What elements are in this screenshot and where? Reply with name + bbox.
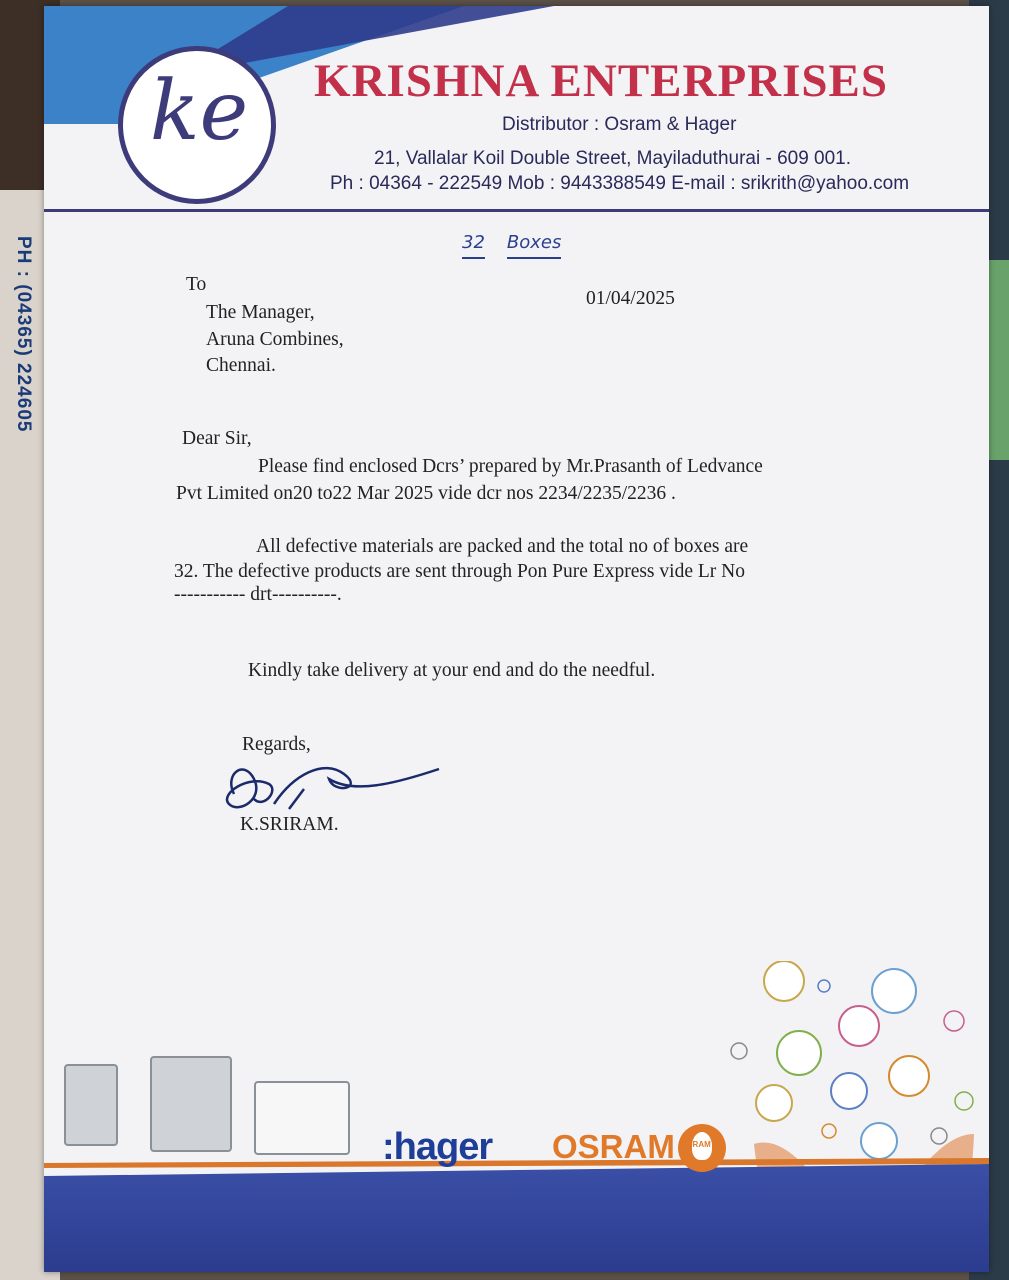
paragraph2-line: ----------- drt----------.: [174, 584, 342, 605]
paragraph1-line: Please find enclosed Dcrs’ prepared by Mr.Prasanth of Ledvance: [258, 456, 763, 477]
paragraph3: Kindly take delivery at your end and do the needful.: [248, 660, 656, 681]
distributor-line: Distributor : Osram & Hager: [502, 114, 737, 135]
closing: Regards,: [242, 734, 311, 755]
handwritten-box-count: [462, 232, 561, 253]
letter-sheet: [44, 6, 989, 1272]
salutation: Dear Sir,: [182, 428, 252, 449]
handwritten-word: Boxes: [507, 232, 561, 259]
handwritten-count: 32: [462, 232, 485, 259]
signatory-name: K.SRIRAM.: [240, 814, 339, 835]
side-card-phone: PH : (04365) 224605: [13, 236, 34, 433]
osram-badge-text: OSRAM: [681, 1140, 711, 1149]
socket-image: [254, 1081, 350, 1155]
to-label: To: [186, 274, 207, 295]
recipient-line: Chennai.: [206, 355, 276, 376]
recipient-line: The Manager,: [206, 302, 315, 323]
company-logo-text: ke: [149, 64, 249, 159]
contact-line: Ph : 04364 - 222549 Mob : 9443388549 E-mail : srikrith@yahoo.com: [330, 173, 910, 194]
paragraph2-line: All defective materials are packed and the total no of boxes are: [256, 536, 749, 557]
timer-switch-image: [64, 1064, 118, 1146]
address-line: 21, Vallalar Koil Double Street, Mayiladuthurai - 609 001.: [374, 148, 852, 169]
osram-logo: OSRAM: [552, 1128, 675, 1165]
paragraph1-line: Pvt Limited on20 to22 Mar 2025 vide dcr nos 2234/2235/2236 .: [176, 483, 676, 504]
header-divider: [44, 209, 989, 212]
hager-logo: :hager: [382, 1126, 493, 1168]
letter-date: 01/04/2025: [586, 288, 675, 309]
company-name: KRISHNA ENTERPRISES: [314, 55, 889, 107]
footer-band: [44, 1164, 989, 1272]
paragraph2-line: 32. The defective products are sent through Pon Pure Express vide Lr No: [174, 561, 745, 582]
circuit-breaker-image: [150, 1056, 232, 1152]
recipient-line: Aruna Combines,: [206, 329, 344, 350]
